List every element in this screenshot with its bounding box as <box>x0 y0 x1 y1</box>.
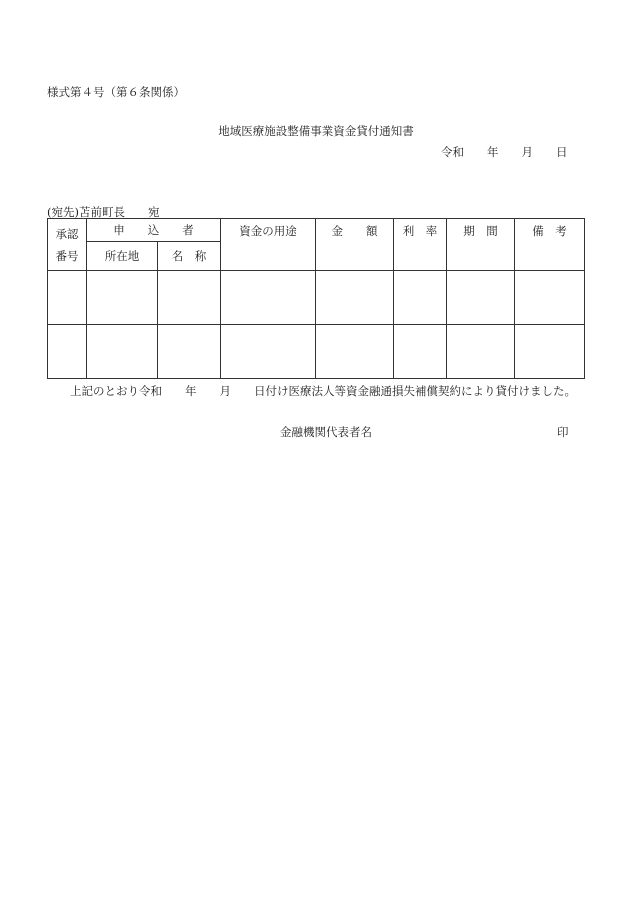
period-header: 期 間 <box>447 219 515 271</box>
date-day: 日 <box>556 145 568 159</box>
remarks-header: 備 考 <box>515 219 585 271</box>
cell-amount[interactable] <box>316 271 394 325</box>
date-line <box>441 144 568 160</box>
cell-rate[interactable] <box>394 271 447 325</box>
cell-approval-number[interactable] <box>48 271 87 325</box>
location-header: 所在地 <box>87 242 158 271</box>
applicant-header: 申 込 者 <box>87 219 221 242</box>
table-row <box>48 271 585 325</box>
cell-approval-number[interactable] <box>48 325 87 379</box>
cell-rate[interactable] <box>394 325 447 379</box>
loan-statement: 上記のとおり令和 年 月 日付け医療法人等資金融通損失補償契約により貸付けました。 <box>70 384 576 398</box>
seal-mark: 印 <box>557 425 569 439</box>
loan-notification-table <box>47 218 585 379</box>
representative-name-label: 金融機関代表者名 <box>280 425 372 439</box>
amount-header: 金 額 <box>316 219 394 271</box>
cell-name[interactable] <box>158 271 221 325</box>
form-number: 様式第４号（第６条関係） <box>47 85 185 99</box>
purpose-header: 資金の用途 <box>221 219 316 271</box>
rate-header: 利 率 <box>394 219 447 271</box>
addressee: (宛先)苫前町長 宛 <box>47 205 160 219</box>
cell-amount[interactable] <box>316 325 394 379</box>
cell-period[interactable] <box>447 325 515 379</box>
name-header: 名 称 <box>158 242 221 271</box>
date-month: 月 <box>521 145 533 159</box>
approval-number-header <box>48 219 87 271</box>
cell-name[interactable] <box>158 325 221 379</box>
document-title: 地域医療施設整備事業資金貸付通知書 <box>218 124 414 138</box>
approval-number-header-line1: 承認 <box>55 226 79 241</box>
approval-number-header-line2: 番号 <box>55 248 79 263</box>
cell-remarks[interactable] <box>515 325 585 379</box>
date-year: 年 <box>487 145 499 159</box>
table-row <box>48 325 585 379</box>
date-era: 令和 <box>441 145 464 159</box>
cell-location[interactable] <box>87 325 158 379</box>
cell-purpose[interactable] <box>221 271 316 325</box>
cell-purpose[interactable] <box>221 325 316 379</box>
cell-location[interactable] <box>87 271 158 325</box>
cell-period[interactable] <box>447 271 515 325</box>
cell-remarks[interactable] <box>515 271 585 325</box>
